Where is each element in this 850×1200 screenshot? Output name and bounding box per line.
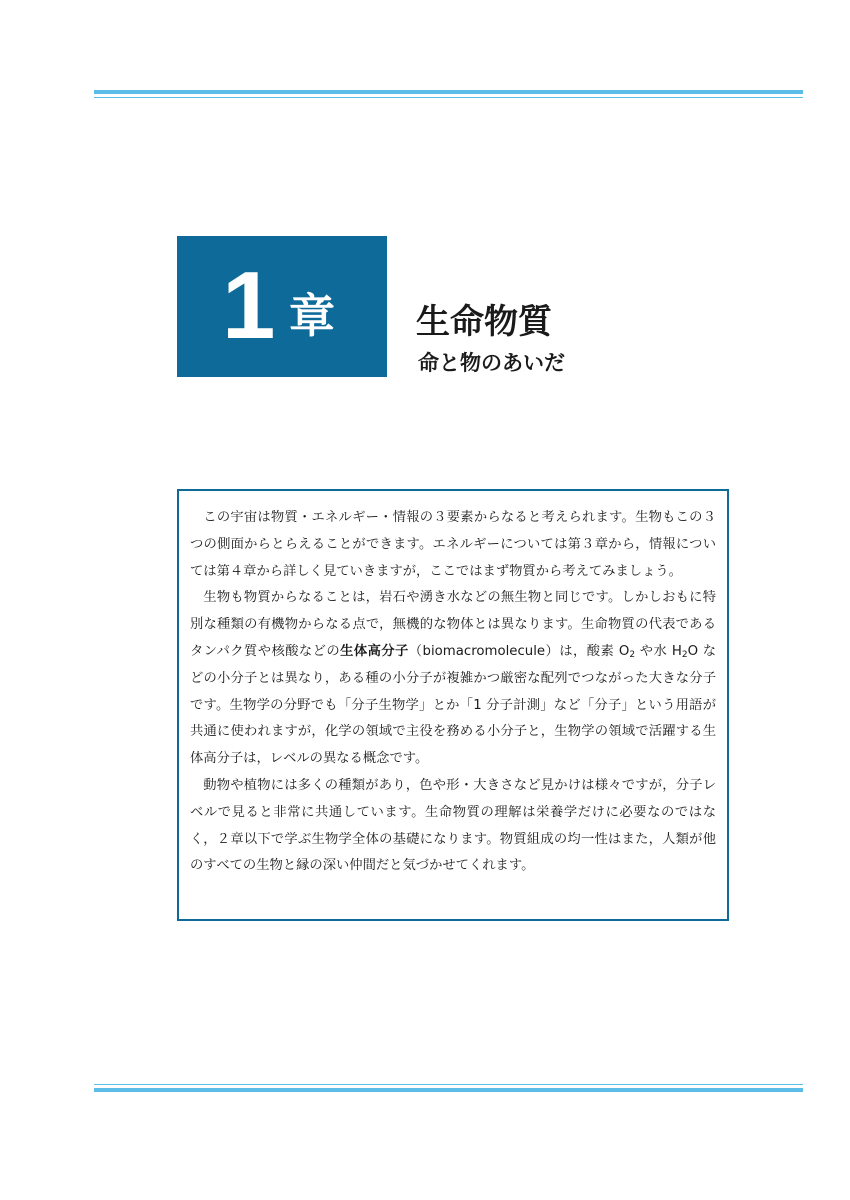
header-rule xyxy=(94,90,803,98)
footer-rule-thin xyxy=(94,1084,803,1085)
chapter-badge xyxy=(177,236,387,377)
footer-rule-thick xyxy=(94,1088,803,1092)
chapter-number: 1 xyxy=(222,252,276,359)
bold-term-biomacromolecule: 生体高分子 xyxy=(340,643,409,659)
intro-box xyxy=(177,489,729,921)
intro-paragraph-2-part-b: （biomacromolecule）は，酸素 O xyxy=(408,643,630,659)
chapter-label: 章 xyxy=(289,289,335,343)
chapter-title: 生命物質 xyxy=(416,302,552,342)
intro-paragraph-1: この宇宙は物質・エネルギー・情報の３要素からなると考えられます。生物もこの３つの側面からとらえることができます。エネルギーについては第３章から，情報については第４章から詳しく見ていきますが，ここではまず物質から考えてみましょう。 xyxy=(190,510,716,579)
intro-paragraph-3: 動物や植物には多くの種類があり，色や形・大きさなど見かけは様々ですが，分子レベルで見ると非常に共通しています。生命物質の理解は栄養学だけに必要なのではなく，２章以下で学ぶ生物学全体の基礎になります。物質組成の均一性はまた，人類が他のすべての生物と縁の深い仲間だと気づかせてくれます。 xyxy=(190,777,716,874)
header-rule-thin xyxy=(94,97,803,98)
water-subscript: 2 xyxy=(681,649,688,660)
footer-rule xyxy=(94,1084,803,1092)
intro-paragraph-2 xyxy=(190,585,716,773)
header-rule-thick xyxy=(94,90,803,94)
oxygen-subscript: 2 xyxy=(629,649,636,660)
intro-paragraph-2-part-a: 生物も物質からなることは，岩石や湧き水などの無生物と同じです。しかしおもに特別な種類の有機物からなる点で，無機的な物体とは異なります。生命物質の代表であるタンパク質や核酸などの xyxy=(190,590,716,659)
intro-paragraph-2-part-c: や水 H xyxy=(635,643,682,659)
intro-text xyxy=(190,505,716,880)
chapter-subtitle: 命と物のあいだ xyxy=(418,351,565,375)
intro-paragraph-2-part-d: O などの小分子とは異なり，ある種の小分子が複雑かつ厳密な配列でつながった大きな分子です。生物学の分野でも「分子生物学」とか「1 分子計測」など「分子」という用語が共通に使われますが，化学の領域で主役を務める小分子と，生物学の領域で活躍する生体高分子は，レベルの異なる概念です。 xyxy=(190,643,717,767)
